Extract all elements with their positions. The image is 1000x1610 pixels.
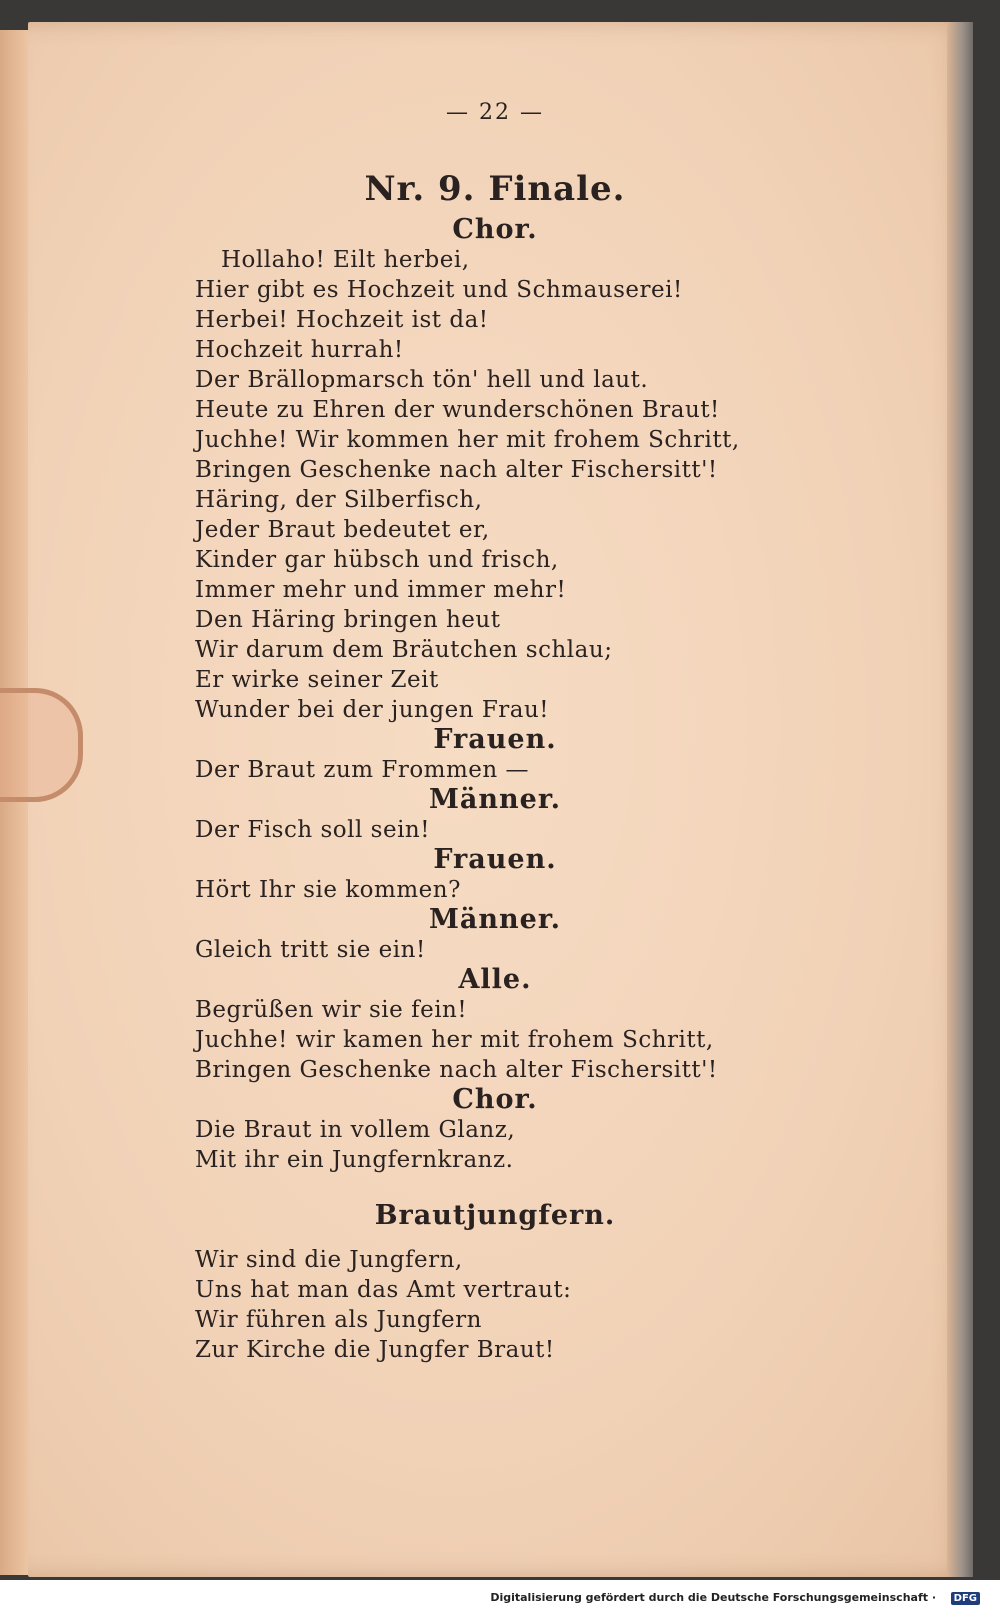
speaker-heading: Männer. xyxy=(429,904,561,935)
speaker-heading: Chor. xyxy=(452,1084,538,1115)
verse-line: Hier gibt es Hochzeit und Schmauserei! xyxy=(195,277,683,303)
verse-line: Die Braut in vollem Glanz, xyxy=(195,1117,516,1143)
verse-line: Uns hat man das Amt vertraut: xyxy=(195,1277,572,1303)
verse-line: Wir führen als Jungfern xyxy=(195,1307,482,1333)
verse-line: Zur Kirche die Jungfer Braut! xyxy=(195,1337,555,1363)
verse-line: Wir darum dem Bräutchen schlau; xyxy=(195,637,613,663)
verse-line: Bringen Geschenke nach alter Fischersitt'! xyxy=(195,1057,718,1083)
verse-line: Hochzeit hurrah! xyxy=(195,337,404,363)
verse-line: Herbei! Hochzeit ist da! xyxy=(195,307,489,333)
page-number: — 22 — xyxy=(446,100,544,125)
verse-line: Hollaho! Eilt herbei, xyxy=(221,247,470,273)
verse-line: Der Braut zum Frommen — xyxy=(195,757,530,783)
funding-notice: Digitalisierung gefördert durch die Deutsche Forschungsgemeinschaft · xyxy=(490,1591,936,1604)
verse-line: Immer mehr und immer mehr! xyxy=(195,577,567,603)
verse-line: Juchhe! Wir kommen her mit frohem Schritt, xyxy=(195,427,740,453)
verse-line: Bringen Geschenke nach alter Fischersitt'! xyxy=(195,457,718,483)
speaker-heading: Brautjungfern. xyxy=(374,1200,616,1231)
speaker-heading: Alle. xyxy=(458,964,532,995)
paper-clip-icon xyxy=(0,688,83,802)
verse-line: Hört Ihr sie kommen? xyxy=(195,877,461,903)
verse-line: Wir sind die Jungfern, xyxy=(195,1247,463,1273)
left-page-edge xyxy=(0,30,31,1575)
verse-line: Häring, der Silberfisch, xyxy=(195,487,483,513)
verse-line: Begrüßen wir sie fein! xyxy=(195,997,468,1023)
verse-line: Er wirke seiner Zeit xyxy=(195,667,439,693)
book-spine xyxy=(947,22,973,1577)
verse-line: Heute zu Ehren der wunderschönen Braut! xyxy=(195,397,720,423)
number-title: Nr. 9. Finale. xyxy=(364,169,626,209)
verse-line: Wunder bei der jungen Frau! xyxy=(195,697,550,723)
verse-line: Der Brällopmarsch tön' hell und laut. xyxy=(195,367,649,393)
verse-line: Den Häring bringen heut xyxy=(195,607,501,633)
spacer xyxy=(195,1231,755,1245)
page-text xyxy=(195,100,755,1365)
verse-line: Kinder gar hübsch und frisch, xyxy=(195,547,559,573)
speaker-heading: Frauen. xyxy=(433,844,557,875)
verse-line: Juchhe! wir kamen her mit frohem Schritt, xyxy=(195,1027,714,1053)
speaker-heading: Chor. xyxy=(452,214,538,245)
speaker-heading: Männer. xyxy=(429,784,561,815)
verse-line: Der Fisch soll sein! xyxy=(195,817,430,843)
spacer xyxy=(195,1175,755,1201)
verse-line: Mit ihr ein Jungfernkranz. xyxy=(195,1147,514,1173)
dfg-logo-icon: DFG xyxy=(951,1592,980,1605)
verse-line: Gleich tritt sie ein! xyxy=(195,937,426,963)
footer-bar xyxy=(0,1580,1000,1610)
speaker-heading: Frauen. xyxy=(433,724,557,755)
verse-line: Jeder Braut bedeutet er, xyxy=(195,517,490,543)
